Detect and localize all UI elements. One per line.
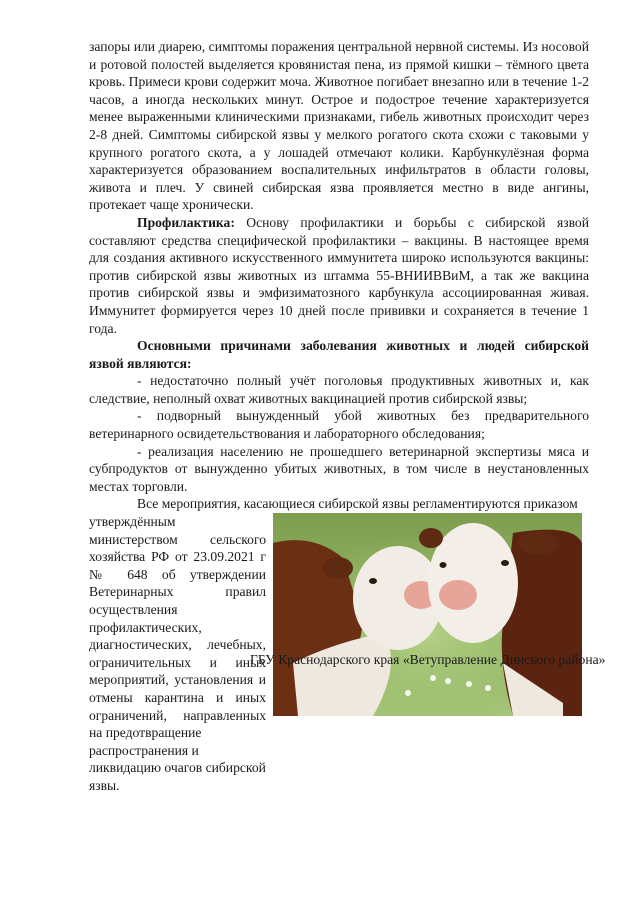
- regulation-tail: распространения и ликвидацию очагов сибирской язвы.: [89, 742, 266, 793]
- causes-heading: Основными причинами заболевания животных и людей сибирской язвой являются:: [89, 338, 589, 371]
- prevention-text: Основу профилактики и борьбы с сибирской язвой составляют средства специфической профилактики – вакцины. В настоящее время для создания активного искусственного иммунитета широко используются вакцины: против сибирской язвы животных из штамма 55-ВНИИВВиМ, а так же вакцина против сибирской язвы и эмфизиматозного карбункула ассоциированная живая. Иммунитет формируется через 10 дней после прививки и сохраняется в течение 1 года.: [89, 214, 589, 336]
- document-page: [89, 38, 589, 793]
- footer-organization: ГБУ Краснодарского края «Ветуправление Динского района»: [250, 652, 606, 667]
- calves-image: [273, 513, 582, 716]
- paragraph-symptoms: запоры или диарею, симптомы поражения центральной нервной системы. Из носовой и ротовой полостей выделяется кровянистая пена, из прямой кишки – тёмного цвета кровь. Примеси крови содержит моча. Животное погибает внезапно или в течение 1-2 часов, а иногда нескольких минут. Острое и подострое течение характеризуется менее выраженными клиническими признаками, гибель животных происходит через 2-8 дней. Симптомы сибирской язвы у мелкого рогатого скота схожи с таковыми у крупного рогатого скота, а у лошадей отмечают колики. Карбункулёзная форма характеризуется образованием воспалительных инфильтратов в области головы, живота и плеч. У свиней сибирская язва проявляется местно в виде ангины, протекает чаще хронически.: [89, 39, 589, 213]
- paragraph-prevention: [89, 214, 589, 337]
- cause-item-1: - недостаточно полный учёт поголовья продуктивных животных и, как следствие, неполный охват животных вакцинацией против сибирской язвы;: [89, 373, 589, 406]
- regulation-with-photo: [89, 513, 589, 793]
- regulation-side-text: [89, 513, 266, 795]
- calves-photo: [273, 513, 582, 716]
- cause-item-3: - реализация населению не прошедшего ветеринарной экспертизы мяса и субпродуктов от вынужденно убитых животных, в том числе в неустановленных местах торговли.: [89, 443, 589, 494]
- regulation-intro: Все мероприятия, касающиеся сибирской язвы регламентируются приказом: [137, 496, 578, 512]
- cause-item-2: - подворный вынужденный убой животных без предварительного ветеринарного освидетельствования и лабораторного обследования;: [89, 408, 589, 442]
- prevention-label: Профилактика:: [137, 214, 235, 230]
- regulation-body: утверждённым министерством сельского хозяйства РФ от 23.09.2021 г № 648 об утверждении Ветеринарных правил осуществления профилактических, диагностических, лечебных, ограничительных и иных мероприятий, установления и отмены карантина и иных ограничений, направленных на предотвращение: [89, 514, 266, 741]
